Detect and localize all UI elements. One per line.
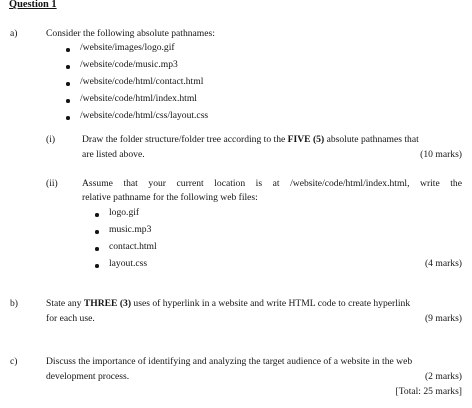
part-a-label: a) bbox=[10, 28, 18, 39]
marks-ii: (4 marks) bbox=[424, 258, 462, 269]
text-run: State any bbox=[46, 298, 84, 309]
path-item: /website/images/logo.gif bbox=[80, 42, 175, 53]
part-b-line1 bbox=[46, 298, 410, 309]
bullet-icon bbox=[95, 247, 99, 251]
bullet-icon bbox=[66, 65, 70, 69]
file-item: layout.css bbox=[109, 258, 148, 269]
part-c-label: c) bbox=[10, 356, 18, 367]
path-item: /website/code/music.mp3 bbox=[80, 59, 178, 70]
emphasis-text: THREE (3) bbox=[83, 298, 132, 309]
path-item: /website/code/html/contact.html bbox=[80, 76, 204, 87]
part-a-intro: Consider the following absolute pathnames: bbox=[46, 28, 215, 39]
file-item: contact.html bbox=[109, 241, 157, 252]
question-title: Question 1 bbox=[9, 0, 57, 10]
total-marks: [Total: 25 marks] bbox=[395, 386, 462, 397]
bullet-icon bbox=[66, 116, 70, 120]
part-b-line2: for each use. bbox=[46, 313, 95, 324]
bullet-icon bbox=[66, 99, 70, 103]
marks-c: (2 marks) bbox=[424, 371, 462, 382]
part-c-line2: development process. bbox=[46, 371, 130, 382]
sub-question-i-line1 bbox=[82, 134, 419, 145]
sub-question-ii-line1: Assume that your current location is at /website/code/html/index.html, write the bbox=[82, 178, 462, 189]
path-item: /website/code/html/css/layout.css bbox=[80, 110, 209, 121]
bullet-icon bbox=[95, 264, 99, 268]
part-b-label: b) bbox=[10, 298, 18, 309]
marks-b: (9 marks) bbox=[424, 313, 462, 324]
file-item: music.mp3 bbox=[109, 224, 152, 235]
file-item: logo.gif bbox=[109, 207, 140, 218]
text-run: absolute pathnames that bbox=[324, 134, 419, 145]
part-c-line1: Discuss the importance of identifying and analyzing the target audience of a website in the web bbox=[46, 356, 413, 367]
bullet-icon bbox=[66, 48, 70, 52]
path-item: /website/code/html/index.html bbox=[80, 93, 197, 104]
sub-question-i-label: (i) bbox=[46, 134, 56, 145]
sub-question-ii-label: (ii) bbox=[46, 178, 58, 189]
marks-i: (10 marks) bbox=[420, 149, 462, 160]
text-run: uses of hyperlink in a website and write HTML code to create hyperlink bbox=[131, 298, 411, 309]
text-run: Draw the folder structure/folder tree according to the bbox=[82, 134, 288, 145]
sub-question-ii-line2: relative pathname for the following web files: bbox=[82, 192, 258, 203]
bullet-icon bbox=[66, 82, 70, 86]
sub-question-i-line2: are listed above. bbox=[82, 149, 145, 160]
emphasis-text: FIVE (5) bbox=[287, 134, 325, 145]
bullet-icon bbox=[95, 230, 99, 234]
bullet-icon bbox=[95, 213, 99, 217]
